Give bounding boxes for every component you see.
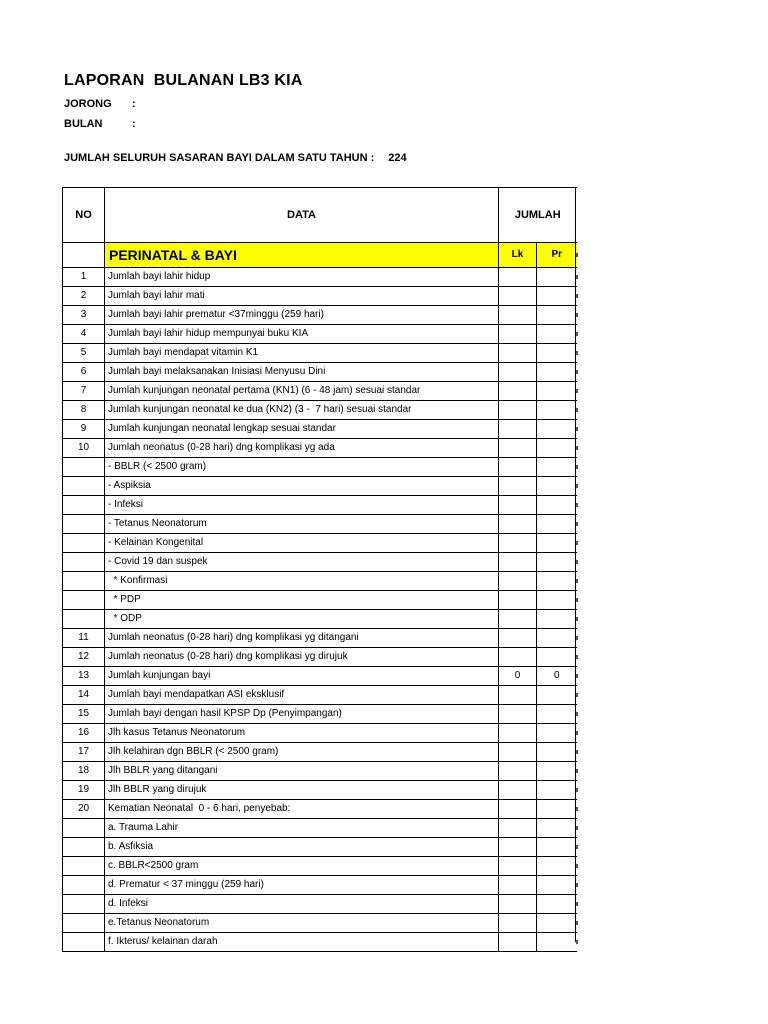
row-no [63,591,105,610]
row-data: * ODP [105,610,499,629]
report-table [62,187,577,952]
table-row [63,477,577,496]
row-pr-value [537,363,577,382]
row-no: 10 [63,439,105,458]
row-lk-value [499,686,537,705]
table-row [63,496,577,515]
row-pr-value [537,572,577,591]
row-data: Jumlah bayi mendapatkan ASI eksklusif [105,686,499,705]
row-no [63,895,105,914]
clipped-cell-mark [576,750,578,754]
section-pr-label: Pr [537,243,577,268]
clipped-cell-mark [576,807,578,811]
table-row [63,610,577,629]
row-lk-value [499,914,537,933]
row-lk-value [499,363,537,382]
clipped-cell-mark [576,636,578,640]
table-row [63,553,577,572]
row-no [63,572,105,591]
clipped-cell-mark [576,617,578,621]
table-row [63,534,577,553]
clipped-cell-mark [576,313,578,317]
row-data: Jumlah bayi lahir prematur <37minggu (259 hari) [105,306,499,325]
clipped-cell-mark [576,389,578,393]
row-lk-value: 0 [499,667,537,686]
row-lk-value [499,572,537,591]
row-pr-value [537,591,577,610]
row-no [63,838,105,857]
row-data: f. Ikterus/ kelainan darah [105,933,499,952]
section-lk-label: Lk [499,243,537,268]
section-title: PERINATAL & BAYI [105,243,499,268]
table-row [63,724,577,743]
table-row [63,667,577,686]
row-data: d. Infeksi [105,895,499,914]
row-pr-value [537,629,577,648]
row-no: 6 [63,363,105,382]
row-lk-value [499,743,537,762]
row-pr-value [537,762,577,781]
header-data: DATA [105,188,499,243]
table-row [63,344,577,363]
row-data: * Konfirmasi [105,572,499,591]
row-pr-value [537,705,577,724]
row-data: a. Trauma Lahir [105,819,499,838]
clipped-cell-mark [576,883,578,887]
table-row [63,743,577,762]
row-no: 2 [63,287,105,306]
clipped-cell-mark [576,503,578,507]
row-no [63,458,105,477]
clipped-cell-mark [576,579,578,583]
clipped-cell-mark [576,522,578,526]
row-lk-value [499,553,537,572]
clipped-cell-mark [576,560,578,564]
table-row [63,819,577,838]
table-row [63,914,577,933]
clipped-cell-mark [576,864,578,868]
row-data: e.Tetanus Neonatorum [105,914,499,933]
row-lk-value [499,857,537,876]
row-no: 16 [63,724,105,743]
table-row [63,762,577,781]
row-lk-value [499,762,537,781]
row-no: 20 [63,800,105,819]
row-lk-value [499,439,537,458]
row-data: Jlh kelahiran dgn BBLR (< 2500 gram) [105,743,499,762]
row-data: Jumlah neonatus (0-28 hari) dng komplikasi yg dirujuk [105,648,499,667]
row-data: - Kelainan Kongenital [105,534,499,553]
row-no [63,857,105,876]
row-no: 8 [63,401,105,420]
row-lk-value [499,306,537,325]
row-pr-value: 0 [537,667,577,686]
row-data: Jumlah kunjungan neonatal pertama (KN1) (6 - 48 jam) sesuai standar [105,382,499,401]
row-data: - Aspiksia [105,477,499,496]
row-data: Kematian Neonatal 0 - 6 hari, penyebab: [105,800,499,819]
table-row [63,686,577,705]
row-no: 12 [63,648,105,667]
row-data: Jumlah neonatus (0-28 hari) dng komplikasi yg ditangani [105,629,499,648]
row-lk-value [499,268,537,287]
table-row [63,895,577,914]
clipped-cell-mark [576,655,578,659]
row-data: Jumlah bayi mendapat vitamin K1 [105,344,499,363]
row-no [63,914,105,933]
clipped-cell-mark [576,253,578,257]
row-lk-value [499,382,537,401]
row-no: 19 [63,781,105,800]
row-pr-value [537,857,577,876]
section-no-cell [63,243,105,268]
sasaran-value: 224 [388,152,407,164]
table-row [63,572,577,591]
row-data: - Tetanus Neonatorum [105,515,499,534]
table-header-row [63,188,577,243]
row-no: 3 [63,306,105,325]
row-pr-value [537,401,577,420]
row-no [63,496,105,515]
row-pr-value [537,515,577,534]
table-row [63,363,577,382]
row-lk-value [499,838,537,857]
clipped-cell-mark [576,712,578,716]
row-pr-value [537,895,577,914]
row-data: d. Prematur < 37 minggu (259 hari) [105,876,499,895]
row-pr-value [537,306,577,325]
row-pr-value [537,686,577,705]
row-data: b. Asfiksia [105,838,499,857]
row-pr-value [537,933,577,952]
row-pr-value [537,781,577,800]
clipped-cell-mark [576,826,578,830]
row-no [63,933,105,952]
row-lk-value [499,458,537,477]
table-row [63,800,577,819]
header-no: NO [63,188,105,243]
clipped-cell-mark [576,940,578,944]
clipped-cell-mark [576,484,578,488]
row-pr-value [537,876,577,895]
row-lk-value [499,648,537,667]
row-no: 13 [63,667,105,686]
row-no: 18 [63,762,105,781]
table-row [63,420,577,439]
clipped-cell-mark [576,902,578,906]
row-data: Jumlah kunjungan neonatal lengkap sesuai standar [105,420,499,439]
row-data: Jlh BBLR yang dirujuk [105,781,499,800]
row-pr-value [537,838,577,857]
row-pr-value [537,325,577,344]
table-row [63,458,577,477]
row-data: Jlh kasus Tetanus Neonatorum [105,724,499,743]
clipped-cell-mark [576,731,578,735]
row-lk-value [499,705,537,724]
clipped-cell-mark [576,674,578,678]
row-no: 15 [63,705,105,724]
row-no: 5 [63,344,105,363]
clipped-cell-mark [576,769,578,773]
report-title: LAPORAN BULANAN LB3 KIA [64,72,303,89]
clipped-cell-mark [576,275,578,279]
row-pr-value [537,439,577,458]
table-row [63,382,577,401]
clipped-cell-mark [576,693,578,697]
row-pr-value [537,458,577,477]
row-no: 14 [63,686,105,705]
row-pr-value [537,477,577,496]
row-lk-value [499,344,537,363]
row-no: 4 [63,325,105,344]
jorong-label: JORONG [64,98,112,110]
row-data: Jumlah bayi dengan hasil KPSP Dp (Penyimpangan) [105,705,499,724]
clipped-cell-mark [576,427,578,431]
table-row [63,648,577,667]
sasaran-label: JUMLAH SELURUH SASARAN BAYI DALAM SATU TAHUN : [64,152,375,164]
clipped-cell-mark [576,845,578,849]
clipped-cell-mark [576,465,578,469]
row-lk-value [499,325,537,344]
sasaran-line [64,152,407,164]
row-lk-value [499,800,537,819]
row-lk-value [499,819,537,838]
row-data: - Covid 19 dan suspek [105,553,499,572]
row-data: - BBLR (< 2500 gram) [105,458,499,477]
bulan-label: BULAN [64,118,103,130]
table-row [63,591,577,610]
row-no [63,515,105,534]
clipped-cell-mark [576,921,578,925]
table-row [63,268,577,287]
clipped-cell-mark [576,294,578,298]
table-row [63,781,577,800]
row-pr-value [537,800,577,819]
clipped-cell-mark [576,541,578,545]
row-lk-value [499,629,537,648]
row-no: 7 [63,382,105,401]
row-lk-value [499,591,537,610]
row-lk-value [499,515,537,534]
row-no: 1 [63,268,105,287]
row-data: * PDP [105,591,499,610]
header-jumlah: JUMLAH [499,188,577,243]
clipped-cell-mark [576,332,578,336]
row-data: Jumlah bayi lahir mati [105,287,499,306]
row-data: Jumlah bayi lahir hidup mempunyai buku KIA [105,325,499,344]
clipped-cell-mark [576,351,578,355]
clipped-cell-mark [576,788,578,792]
row-pr-value [537,268,577,287]
jorong-separator: : [132,98,136,110]
row-lk-value [499,401,537,420]
row-pr-value [537,496,577,515]
bulan-separator: : [132,118,136,130]
row-pr-value [537,344,577,363]
table-row [63,629,577,648]
table-row [63,705,577,724]
clipped-cell-mark [576,408,578,412]
row-no: 11 [63,629,105,648]
row-lk-value [499,420,537,439]
row-no [63,553,105,572]
section-row [63,243,577,268]
row-no [63,819,105,838]
row-lk-value [499,610,537,629]
table-row [63,515,577,534]
row-pr-value [537,553,577,572]
row-lk-value [499,876,537,895]
row-lk-value [499,895,537,914]
row-pr-value [537,724,577,743]
row-lk-value [499,496,537,515]
row-data: c. BBLR<2500 gram [105,857,499,876]
table-row [63,325,577,344]
row-pr-value [537,610,577,629]
row-no: 17 [63,743,105,762]
row-lk-value [499,724,537,743]
table-row [63,876,577,895]
row-no [63,610,105,629]
row-data: Jumlah bayi melaksanakan Inisiasi Menyusu Dini [105,363,499,382]
row-lk-value [499,534,537,553]
row-no [63,477,105,496]
row-pr-value [537,914,577,933]
row-lk-value [499,477,537,496]
row-pr-value [537,287,577,306]
row-data: Jumlah neonatus (0-28 hari) dng komplikasi yg ada [105,439,499,458]
row-pr-value [537,420,577,439]
table-row [63,838,577,857]
row-lk-value [499,933,537,952]
table-row [63,401,577,420]
row-pr-value [537,648,577,667]
row-data: - Infeksi [105,496,499,515]
row-pr-value [537,743,577,762]
table-row [63,306,577,325]
row-no: 9 [63,420,105,439]
table-row [63,933,577,952]
jorong-line [64,98,136,110]
row-data: Jumlah kunjungan neonatal ke dua (KN2) (3 - 7 hari) sesuai standar [105,401,499,420]
clipped-cell-mark [576,370,578,374]
row-data: Jumlah bayi lahir hidup [105,268,499,287]
bulan-line [64,118,136,130]
row-data: Jlh BBLR yang ditangani [105,762,499,781]
table-row [63,857,577,876]
row-no [63,876,105,895]
row-data: Jumlah kunjungan bayi [105,667,499,686]
row-lk-value [499,287,537,306]
table-row [63,287,577,306]
clipped-cell-mark [576,598,578,602]
row-pr-value [537,819,577,838]
table-row [63,439,577,458]
row-lk-value [499,781,537,800]
row-pr-value [537,382,577,401]
row-no [63,534,105,553]
clipped-cell-mark [576,446,578,450]
row-pr-value [537,534,577,553]
